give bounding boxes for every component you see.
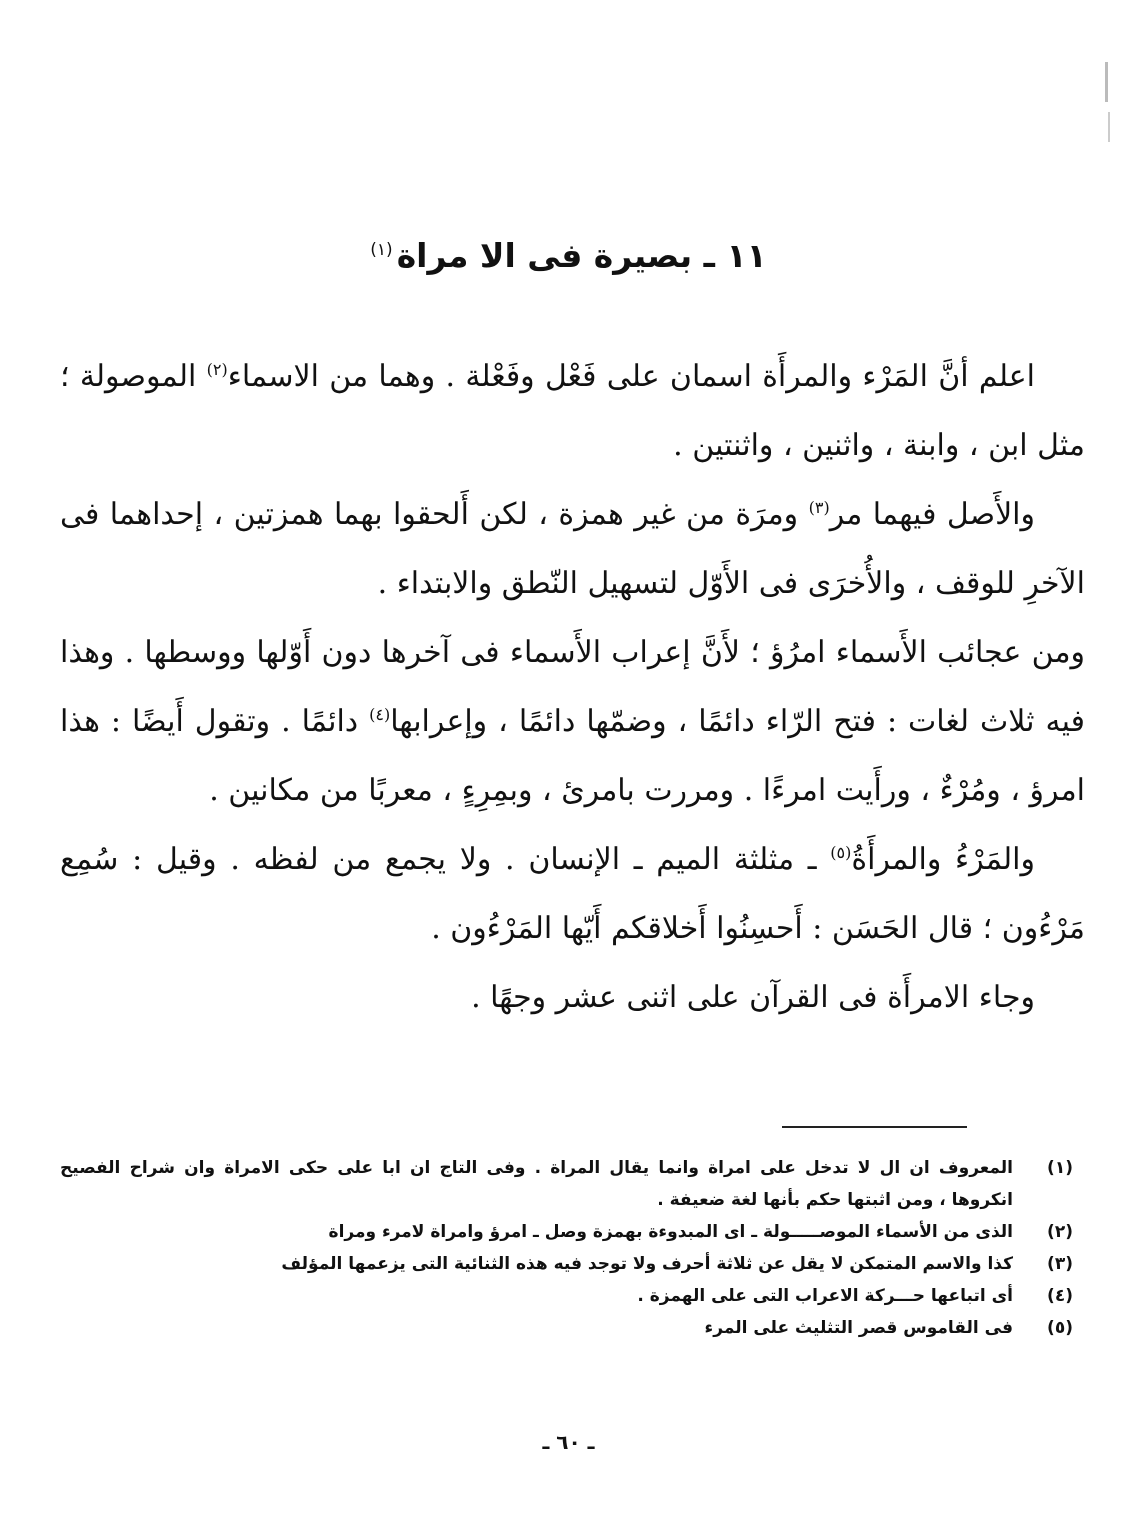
paragraph-4-part-b: ـ مثلثة الميم ـ الإنسان . ولا يجمع من لفظه . وقيل : سُمِع مَرْءُون ؛ قال الحَسَن : أَحسِنُوا أَخلاقكم أَيّها المَرْءُون .: [60, 842, 1085, 946]
paragraph-5: وجاء الامرأَة فى القرآن على اثنى عشر وجهًا .: [471, 980, 1035, 1015]
paragraph-2-part-a: والأَصل فيهما مر: [829, 497, 1035, 532]
footnote-5: [60, 1312, 1085, 1344]
paragraph-2: [60, 480, 1085, 618]
paragraph-4: [60, 825, 1085, 963]
chapter-title: [0, 236, 1137, 275]
footnote-3: [60, 1248, 1085, 1280]
footnote-4: [60, 1280, 1085, 1312]
title-footnote-ref: (١): [370, 240, 393, 260]
paragraph-1: [60, 342, 1085, 480]
footnote-2: [60, 1216, 1085, 1248]
paragraph-3-part-b: دائمًا . وتقول أَيضًا : هذا امرؤ ، ومُرْءٌ ، ورأَيت امرءًا . ومررت بامرئ ، وبمِرِءٍ ، معربًا من مكانين .: [60, 704, 1085, 808]
footnote-number: (١): [1047, 1158, 1073, 1178]
scan-mark: [1105, 62, 1108, 102]
footnote-text: فى القاموس قصر التثليث على المرء: [704, 1318, 1013, 1338]
scan-mark: [1108, 112, 1110, 142]
footnote-separator: [782, 1126, 967, 1128]
paragraph-1-part-a: اعلم أنَّ المَرْء والمرأَة اسمان على فَعْل وفَعْلة . وهما من الاسماء: [227, 359, 1035, 394]
body-text: [60, 342, 1085, 1032]
footnote-number: (٢): [1047, 1222, 1073, 1242]
paragraph-3-part-a: ومن عجائب الأَسماء امرُؤ ؛ لأَنَّ إعراب الأَسماء فى آخرها دون أَوّلها ووسطها . وهذا فيه ثلاث لغات : فتح الرّاء دائمًا ، وضمّها دائمًا ، وإعرابها: [60, 635, 1085, 739]
footnote-number: (٥): [1047, 1318, 1073, 1338]
footnote-text: المعروف ان ال لا تدخل على امراة وانما يقال المراة . وفى التاج ان ابا على حكى الامراة وان شراح الفصيح انكروها ، ومن اثبتها حكم بأنها لغة ضعيفة .: [60, 1158, 1013, 1210]
chapter-title-text: ١١ ـ بصيرة فى الا مراة: [396, 236, 767, 275]
footnote-number: (٤): [1047, 1286, 1073, 1306]
page-number: ـ ٦٠ ـ: [542, 1430, 595, 1454]
paragraph-3: [60, 618, 1085, 825]
paragraph-1-part-b: الموصولة ؛ مثل ابن ، وابنة ، واثنين ، واثنتين .: [60, 359, 1085, 463]
footnote-text: الذى من الأسماء الموصـــــولة ـ اى المبدوءة بهمزة وصل ـ امرؤ وامراة لامرء ومراة: [328, 1222, 1013, 1242]
paragraph-4-part-a: والمَرْءُ والمرأَةُ: [851, 842, 1035, 877]
footnote-ref-3: (٣): [808, 498, 830, 517]
footnote-1: [60, 1152, 1085, 1216]
footnotes: [60, 1152, 1085, 1344]
footnote-number: (٣): [1047, 1254, 1073, 1274]
footnote-ref-4: (٤): [369, 705, 391, 724]
footnote-text: أى اتباعها حـــركة الاعراب التى على الهمزة .: [637, 1286, 1013, 1306]
footnote-ref-2: (٢): [206, 360, 228, 379]
footnote-ref-5: (٥): [830, 843, 852, 862]
footnote-text: كذا والاسم المتمكن لا يقل عن ثلاثة أحرف ولا توجد فيه هذه الثنائية التى يزعمها المؤلف: [281, 1254, 1013, 1274]
paragraph-2-part-b: ومرَة من غير همزة ، لكن أَلحقوا بهما همزتين ، إحداهما فى الآخرِ للوقف ، والأُخرَى فى الأَوّل لتسهيل النّطق والابتداء .: [60, 497, 1085, 601]
